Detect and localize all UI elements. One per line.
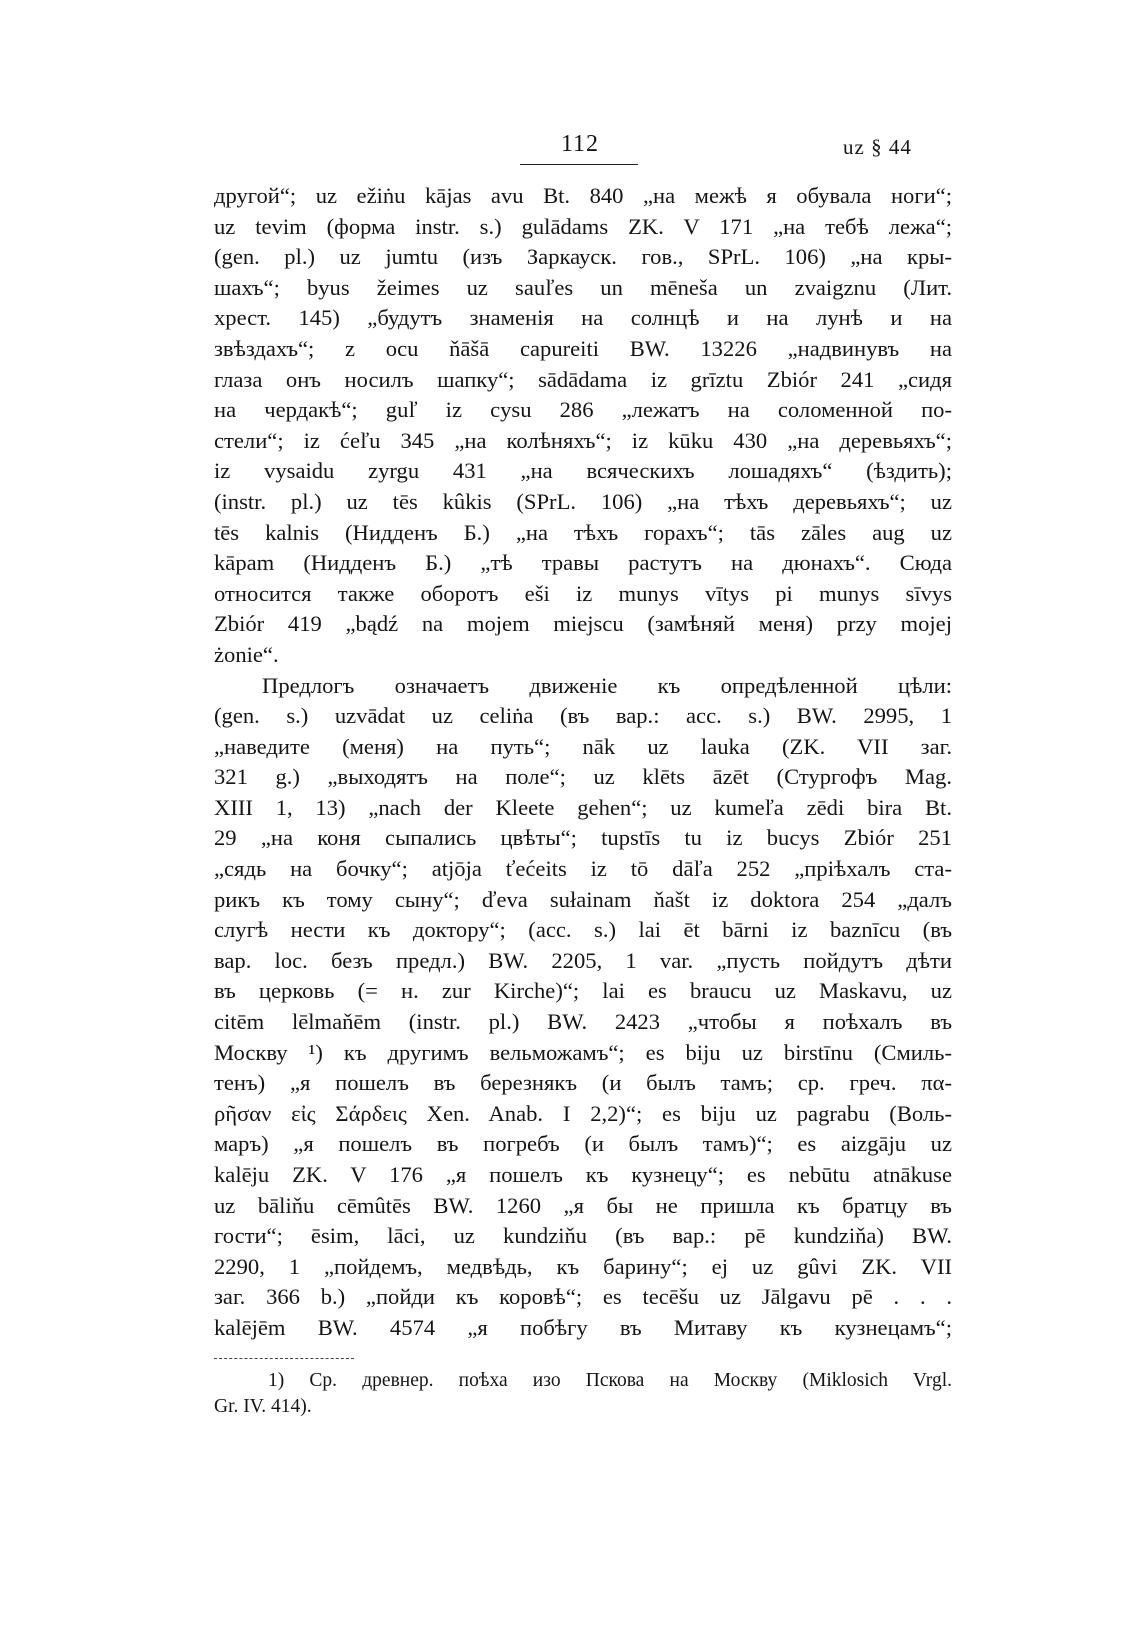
- text-line: въ церковь (= н. zur Kirche)“; lai es braucu uz Maskavu, uz: [214, 978, 952, 1004]
- text-line: тенъ) „я пошелъ въ березнякъ (и былъ тамъ; ср. греч. πα-: [214, 1070, 952, 1096]
- text-line: uz bāliňu cēmûtēs BW. 1260 „я бы не пришла къ братцу въ: [214, 1192, 952, 1218]
- text-line: на чердакѣ“; guľ iz cysu 286 „лежатъ на соломенной по-: [214, 397, 952, 423]
- text-line: ρῆσαν εἰς Σάρδεις Xen. Anab. I 2,2)“; es biju uz pagrabu (Воль-: [214, 1100, 952, 1126]
- body-text: [214, 181, 952, 1344]
- text-line: рикъ къ тому сыну“; ďeva sułainam ňašt iz doktora 254 „далъ: [214, 886, 952, 912]
- footnote-line: 1) Ср. древнер. поѣха изо Пскова на Москву (Miklosich Vrgl.: [268, 1370, 952, 1391]
- footnote-line: Gr. IV. 414).: [214, 1396, 312, 1417]
- text-line: слугѣ нести къ доктору“; (acc. s.) lai ēt bārni iz baznīcu (въ: [214, 917, 952, 943]
- footnote: [214, 1368, 952, 1420]
- text-line: (instr. pl.) uz tēs kûkis (SPrL. 106) „на тѣхъ деревьяхъ“; uz: [214, 488, 952, 514]
- text-line: другой“; uz ežiṅu kājas avu Bt. 840 „на межѣ я обувала ноги“;: [214, 183, 952, 208]
- text-line: гости“; ēsim, lāci, uz kundziňu (въ вар.: pē kundziňa) BW.: [214, 1223, 952, 1249]
- text-line: звѣздахъ“; z ocu ňāšā capureiti BW. 13226 „надвинувъ на: [214, 335, 952, 361]
- text-line: kāpam (Нидденъ Б.) „тѣ травы растутъ на дюнахъ“. Сюда: [214, 550, 952, 576]
- text-line: 29 „на коня сыпались цвѣты“; tupstīs tu iz bucys Zbiór 251: [214, 825, 952, 851]
- text-line: citēm lēlmaňēm (instr. pl.) BW. 2423 „чтобы я поѣхалъ въ: [214, 1009, 952, 1035]
- text-line: kalējēm BW. 4574 „я побѣгу въ Митаву къ кузнецамъ“;: [214, 1314, 952, 1340]
- page-number: 112: [560, 131, 600, 157]
- footnote-separator: [214, 1358, 354, 1359]
- text-line: Москву ¹) къ другимъ вельможамъ“; es biju uz birstīnu (Смиль-: [214, 1039, 952, 1065]
- text-line: заг. 366 b.) „пойди къ коровѣ“; es tecēšu uz Jālgavu pē . . .: [214, 1284, 952, 1310]
- text-line: вар. loc. безъ предл.) BW. 2205, 1 var. „пусть пойдутъ дѣти: [214, 947, 952, 973]
- text-line: żonie“.: [214, 641, 279, 667]
- page-header: [0, 131, 1140, 171]
- text-line: (gen. s.) uzvādat uz celiṅa (въ вар.: acc. s.) BW. 2995, 1: [214, 703, 952, 729]
- text-line: Zbiór 419 „bądź na mojem miejscu (замѣняй меня) przy mojej: [214, 611, 952, 637]
- text-line: uz tevim (форма instr. s.) gulādams ZK. V 171 „на тебѣ лежа“;: [214, 213, 952, 239]
- text-line: шахъ“; byus žeimes uz sauľes un mēneša un zvaigznu (Лит.: [214, 274, 952, 300]
- text-line: „наведите (меня) на путь“; nāk uz lauka (ZK. VII заг.: [214, 733, 952, 759]
- text-line: 2290, 1 „пойдемъ, медвѣдь, къ барину“; ej uz gûvi ZK. VII: [214, 1253, 952, 1279]
- text-line: iz vysaidu zyrgu 431 „на всяческихъ лошадяхъ“ (ѣздить);: [214, 458, 952, 484]
- text-line: XIII 1, 13) „nach der Kleete gehen“; uz kumeľa zēdi bira Bt.: [214, 794, 952, 820]
- paragraph-first-line: Предлогъ означаетъ движеніе къ опредѣленной цѣли:: [262, 672, 952, 698]
- text-line: kalēju ZK. V 176 „я пошелъ къ кузнецу“; es nebūtu atnākuse: [214, 1162, 952, 1187]
- text-line: „сядь на бочку“; atjōja ťećeits iz tō dāľa 252 „пріѣхалъ ста-: [214, 856, 952, 882]
- text-line: (gen. pl.) uz jumtu (изъ Заркауск. гов., SPrL. 106) „на кры-: [214, 244, 952, 270]
- running-head: uz § 44: [843, 135, 912, 159]
- text-line: 321 g.) „выходятъ на поле“; uz klēts āzēt (Стургофъ Mag.: [214, 764, 952, 790]
- text-line: относится также оборотъ eši iz munys vītys pi munys sīvys: [214, 580, 952, 606]
- page-number-underline: [520, 164, 638, 165]
- text-line: маръ) „я пошелъ въ погребъ (и былъ тамъ)“; es aizgāju uz: [214, 1131, 952, 1157]
- text-line: хрест. 145) „будутъ знаменія на солнцѣ и на лунѣ и на: [214, 305, 952, 331]
- text-line: глаза онъ носилъ шапку“; sādādama iz grīztu Zbiór 241 „сидя: [214, 366, 952, 392]
- text-line: tēs kalnis (Нидденъ Б.) „на тѣхъ горахъ“; tās zāles aug uz: [214, 519, 952, 545]
- text-line: стели“; iz ćeľu 345 „на колѣняхъ“; iz kūku 430 „на деревьяхъ“;: [214, 427, 952, 453]
